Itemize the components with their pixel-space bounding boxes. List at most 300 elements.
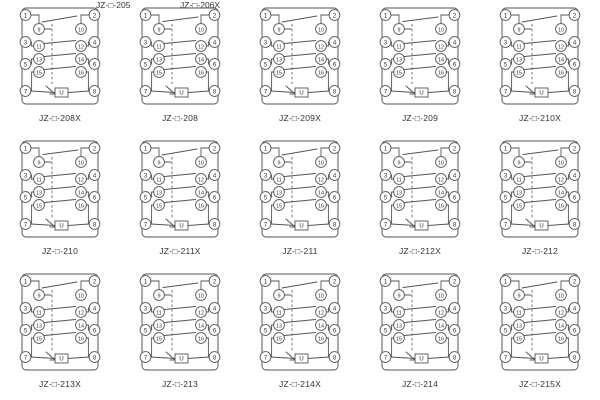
svg-text:9: 9 — [277, 160, 281, 167]
svg-text:15: 15 — [276, 203, 282, 210]
svg-text:13: 13 — [516, 57, 522, 64]
svg-text:U: U — [59, 222, 64, 230]
svg-text:11: 11 — [516, 310, 522, 317]
svg-text:4: 4 — [332, 306, 337, 313]
svg-text:3: 3 — [143, 306, 148, 313]
svg-text:1: 1 — [143, 279, 148, 286]
svg-text:2: 2 — [92, 279, 97, 286]
svg-text:13: 13 — [396, 323, 402, 330]
svg-text:3: 3 — [23, 306, 28, 313]
svg-text:12: 12 — [78, 177, 84, 184]
svg-text:3: 3 — [143, 173, 148, 180]
svg-text:16: 16 — [438, 336, 444, 343]
svg-text:4: 4 — [572, 306, 577, 313]
svg-text:11: 11 — [396, 177, 402, 184]
svg-text:11: 11 — [156, 310, 162, 317]
svg-text:8: 8 — [212, 222, 217, 229]
svg-text:9: 9 — [37, 27, 41, 34]
svg-text:1: 1 — [263, 279, 268, 286]
svg-text:11: 11 — [516, 44, 522, 51]
diagram-cell — [360, 133, 480, 266]
diagram-cell — [0, 0, 120, 133]
svg-text:3: 3 — [383, 40, 388, 47]
svg-text:5: 5 — [263, 62, 268, 69]
svg-text:16: 16 — [438, 203, 444, 210]
svg-text:13: 13 — [156, 190, 162, 197]
top-cut-label: JZ-□-205 — [96, 0, 131, 10]
svg-text:16: 16 — [558, 336, 564, 343]
svg-text:14: 14 — [78, 57, 84, 64]
svg-text:15: 15 — [156, 203, 162, 210]
diagram-caption: JZ-□-212 — [521, 246, 559, 256]
svg-text:16: 16 — [558, 70, 564, 77]
svg-text:5: 5 — [383, 62, 388, 69]
svg-text:10: 10 — [558, 293, 564, 300]
svg-text:11: 11 — [276, 44, 282, 51]
svg-text:12: 12 — [198, 310, 204, 317]
svg-text:10: 10 — [438, 27, 444, 34]
svg-text:7: 7 — [263, 222, 268, 229]
svg-text:10: 10 — [198, 160, 204, 167]
svg-text:6: 6 — [332, 195, 337, 202]
svg-text:13: 13 — [516, 190, 522, 197]
svg-text:6: 6 — [332, 62, 337, 69]
svg-text:7: 7 — [23, 222, 28, 229]
svg-text:14: 14 — [198, 57, 204, 64]
svg-text:14: 14 — [198, 190, 204, 197]
svg-text:2: 2 — [212, 279, 217, 286]
svg-text:8: 8 — [452, 89, 457, 96]
svg-text:5: 5 — [143, 62, 148, 69]
svg-text:11: 11 — [276, 177, 282, 184]
svg-text:3: 3 — [503, 173, 508, 180]
diagram-caption: JZ-□-211X — [159, 246, 201, 256]
svg-text:12: 12 — [78, 44, 84, 51]
svg-text:7: 7 — [263, 355, 268, 362]
svg-text:5: 5 — [143, 328, 148, 335]
svg-text:8: 8 — [332, 222, 337, 229]
svg-text:13: 13 — [276, 57, 282, 64]
svg-text:3: 3 — [263, 173, 268, 180]
svg-text:8: 8 — [212, 355, 217, 362]
svg-text:9: 9 — [277, 27, 281, 34]
svg-text:7: 7 — [503, 89, 508, 96]
svg-text:U: U — [539, 355, 544, 363]
diagram-cell — [120, 0, 240, 133]
svg-text:15: 15 — [36, 336, 42, 343]
svg-text:7: 7 — [383, 355, 388, 362]
svg-text:15: 15 — [396, 336, 402, 343]
svg-text:8: 8 — [332, 89, 337, 96]
relay-wiring-diagram — [12, 135, 108, 245]
diagram-cell — [0, 133, 120, 266]
svg-text:6: 6 — [332, 328, 337, 335]
svg-text:14: 14 — [438, 190, 444, 197]
svg-text:2: 2 — [212, 13, 217, 20]
svg-text:4: 4 — [452, 173, 457, 180]
svg-text:5: 5 — [23, 195, 28, 202]
svg-text:10: 10 — [438, 293, 444, 300]
svg-text:16: 16 — [78, 70, 84, 77]
svg-text:U: U — [179, 89, 184, 97]
svg-text:8: 8 — [572, 222, 577, 229]
svg-text:10: 10 — [78, 27, 84, 34]
svg-text:7: 7 — [383, 89, 388, 96]
diagram-caption: JZ-□-211 — [282, 246, 318, 256]
svg-text:2: 2 — [452, 279, 457, 286]
svg-text:14: 14 — [438, 57, 444, 64]
svg-text:13: 13 — [36, 190, 42, 197]
svg-text:2: 2 — [332, 146, 337, 153]
svg-text:9: 9 — [397, 293, 401, 300]
relay-wiring-diagram — [252, 2, 348, 112]
svg-text:8: 8 — [92, 355, 97, 362]
svg-text:12: 12 — [318, 310, 324, 317]
svg-text:U: U — [299, 222, 304, 230]
svg-text:10: 10 — [78, 293, 84, 300]
svg-text:4: 4 — [332, 40, 337, 47]
relay-wiring-diagram — [492, 2, 588, 112]
svg-text:8: 8 — [452, 222, 457, 229]
svg-text:16: 16 — [318, 203, 324, 210]
svg-text:1: 1 — [383, 279, 388, 286]
svg-text:4: 4 — [572, 40, 577, 47]
svg-text:2: 2 — [572, 146, 577, 153]
relay-wiring-diagram — [12, 2, 108, 112]
svg-text:7: 7 — [23, 355, 28, 362]
svg-text:12: 12 — [438, 177, 444, 184]
svg-text:3: 3 — [23, 40, 28, 47]
svg-text:8: 8 — [452, 355, 457, 362]
svg-text:1: 1 — [503, 13, 508, 20]
svg-text:12: 12 — [558, 44, 564, 51]
diagram-caption: JZ-□-210 — [41, 246, 79, 256]
svg-text:15: 15 — [396, 203, 402, 210]
diagram-caption: JZ-□-213X — [39, 379, 81, 389]
svg-text:1: 1 — [23, 13, 28, 20]
svg-text:6: 6 — [452, 195, 457, 202]
svg-text:9: 9 — [157, 27, 161, 34]
svg-text:4: 4 — [212, 306, 217, 313]
svg-text:7: 7 — [263, 89, 268, 96]
svg-text:2: 2 — [572, 279, 577, 286]
svg-text:12: 12 — [438, 44, 444, 51]
svg-text:6: 6 — [92, 328, 97, 335]
svg-text:7: 7 — [143, 89, 148, 96]
svg-text:1: 1 — [23, 279, 28, 286]
svg-text:6: 6 — [452, 328, 457, 335]
svg-text:13: 13 — [36, 57, 42, 64]
svg-text:4: 4 — [92, 306, 97, 313]
svg-text:13: 13 — [156, 323, 162, 330]
diagram-caption: JZ-□-213 — [161, 379, 199, 389]
svg-text:6: 6 — [572, 328, 577, 335]
svg-text:13: 13 — [276, 190, 282, 197]
svg-text:13: 13 — [36, 323, 42, 330]
svg-text:11: 11 — [36, 44, 42, 51]
svg-text:10: 10 — [558, 160, 564, 167]
svg-text:1: 1 — [503, 146, 508, 153]
svg-text:1: 1 — [383, 146, 388, 153]
svg-text:7: 7 — [383, 222, 388, 229]
svg-text:10: 10 — [318, 293, 324, 300]
relay-wiring-diagram — [132, 135, 228, 245]
svg-text:6: 6 — [572, 62, 577, 69]
svg-text:13: 13 — [396, 57, 402, 64]
diagram-caption: JZ-□-214X — [279, 379, 321, 389]
diagram-cell — [360, 266, 480, 399]
svg-text:11: 11 — [396, 44, 402, 51]
svg-text:13: 13 — [276, 323, 282, 330]
svg-text:5: 5 — [383, 328, 388, 335]
svg-text:9: 9 — [517, 293, 521, 300]
svg-text:2: 2 — [92, 13, 97, 20]
svg-text:15: 15 — [156, 336, 162, 343]
svg-text:2: 2 — [452, 13, 457, 20]
diagram-caption: JZ-□-209 — [401, 113, 439, 123]
svg-text:14: 14 — [78, 323, 84, 330]
svg-text:11: 11 — [516, 177, 522, 184]
svg-text:16: 16 — [198, 70, 204, 77]
diagram-cell — [240, 266, 360, 399]
svg-text:14: 14 — [318, 57, 324, 64]
svg-text:9: 9 — [157, 160, 161, 167]
svg-text:16: 16 — [318, 336, 324, 343]
relay-wiring-diagram — [492, 268, 588, 378]
svg-text:10: 10 — [558, 27, 564, 34]
svg-text:9: 9 — [157, 293, 161, 300]
svg-text:9: 9 — [37, 293, 41, 300]
svg-text:1: 1 — [383, 13, 388, 20]
svg-text:2: 2 — [452, 146, 457, 153]
svg-text:4: 4 — [212, 40, 217, 47]
svg-text:16: 16 — [198, 336, 204, 343]
svg-text:6: 6 — [452, 62, 457, 69]
relay-wiring-diagram — [252, 135, 348, 245]
svg-text:8: 8 — [572, 89, 577, 96]
svg-text:7: 7 — [143, 222, 148, 229]
svg-text:1: 1 — [143, 13, 148, 20]
svg-text:1: 1 — [143, 146, 148, 153]
svg-text:5: 5 — [23, 62, 28, 69]
svg-text:5: 5 — [503, 195, 508, 202]
svg-text:2: 2 — [332, 279, 337, 286]
svg-text:1: 1 — [23, 146, 28, 153]
svg-text:13: 13 — [396, 190, 402, 197]
svg-text:6: 6 — [92, 195, 97, 202]
svg-text:3: 3 — [383, 173, 388, 180]
diagram-cell — [480, 266, 600, 399]
svg-text:13: 13 — [156, 57, 162, 64]
svg-text:2: 2 — [92, 146, 97, 153]
svg-text:16: 16 — [558, 203, 564, 210]
diagram-caption: JZ-□-210X — [519, 113, 561, 123]
svg-text:9: 9 — [397, 160, 401, 167]
svg-text:7: 7 — [503, 222, 508, 229]
svg-text:6: 6 — [212, 328, 217, 335]
relay-wiring-diagram — [12, 268, 108, 378]
svg-text:4: 4 — [92, 40, 97, 47]
svg-text:U: U — [539, 89, 544, 97]
svg-text:5: 5 — [263, 195, 268, 202]
svg-text:8: 8 — [92, 89, 97, 96]
diagram-caption: JZ-□-212X — [399, 246, 441, 256]
svg-text:2: 2 — [212, 146, 217, 153]
svg-text:U: U — [59, 89, 64, 97]
diagram-cell — [120, 266, 240, 399]
svg-text:15: 15 — [516, 336, 522, 343]
svg-text:U: U — [419, 89, 424, 97]
top-cut-label: JZ-□-206X — [180, 0, 221, 10]
svg-text:7: 7 — [143, 355, 148, 362]
svg-text:U: U — [419, 355, 424, 363]
svg-text:3: 3 — [503, 40, 508, 47]
relay-wiring-diagram — [372, 2, 468, 112]
svg-text:12: 12 — [198, 44, 204, 51]
svg-text:6: 6 — [212, 62, 217, 69]
svg-text:7: 7 — [23, 89, 28, 96]
svg-text:10: 10 — [438, 160, 444, 167]
svg-text:14: 14 — [558, 57, 564, 64]
svg-text:9: 9 — [37, 160, 41, 167]
svg-text:1: 1 — [263, 13, 268, 20]
svg-text:14: 14 — [558, 190, 564, 197]
diagram-cell — [120, 133, 240, 266]
diagram-cell — [360, 0, 480, 133]
svg-text:14: 14 — [198, 323, 204, 330]
diagram-cell — [240, 0, 360, 133]
svg-text:8: 8 — [212, 89, 217, 96]
svg-text:16: 16 — [198, 203, 204, 210]
svg-text:U: U — [539, 222, 544, 230]
svg-text:U: U — [299, 89, 304, 97]
svg-text:8: 8 — [572, 355, 577, 362]
svg-text:8: 8 — [92, 222, 97, 229]
svg-text:14: 14 — [78, 190, 84, 197]
svg-text:12: 12 — [318, 177, 324, 184]
svg-text:16: 16 — [78, 203, 84, 210]
svg-text:15: 15 — [36, 70, 42, 77]
svg-text:5: 5 — [383, 195, 388, 202]
svg-text:13: 13 — [516, 323, 522, 330]
svg-text:12: 12 — [558, 177, 564, 184]
svg-text:U: U — [299, 355, 304, 363]
svg-text:5: 5 — [143, 195, 148, 202]
svg-text:5: 5 — [23, 328, 28, 335]
diagram-cell — [480, 133, 600, 266]
relay-wiring-diagram — [132, 2, 228, 112]
svg-text:11: 11 — [36, 177, 42, 184]
svg-text:14: 14 — [318, 190, 324, 197]
svg-text:15: 15 — [276, 70, 282, 77]
svg-text:4: 4 — [212, 173, 217, 180]
svg-text:4: 4 — [92, 173, 97, 180]
relay-wiring-diagram — [132, 268, 228, 378]
diagram-caption: JZ-□-208 — [161, 113, 199, 123]
svg-text:16: 16 — [438, 70, 444, 77]
svg-text:5: 5 — [503, 328, 508, 335]
svg-text:10: 10 — [318, 27, 324, 34]
diagram-cell — [0, 266, 120, 399]
svg-text:11: 11 — [156, 44, 162, 51]
svg-text:12: 12 — [318, 44, 324, 51]
diagram-caption: JZ-□-215X — [519, 379, 561, 389]
svg-text:11: 11 — [396, 310, 402, 317]
svg-text:12: 12 — [198, 177, 204, 184]
svg-text:6: 6 — [572, 195, 577, 202]
svg-text:15: 15 — [276, 336, 282, 343]
svg-text:1: 1 — [263, 146, 268, 153]
svg-text:U: U — [179, 222, 184, 230]
svg-text:3: 3 — [143, 40, 148, 47]
svg-text:16: 16 — [318, 70, 324, 77]
svg-text:9: 9 — [517, 27, 521, 34]
relay-wiring-diagram — [252, 268, 348, 378]
svg-text:10: 10 — [318, 160, 324, 167]
svg-text:6: 6 — [212, 195, 217, 202]
svg-text:5: 5 — [503, 62, 508, 69]
diagram-cell — [240, 133, 360, 266]
svg-text:3: 3 — [383, 306, 388, 313]
relay-wiring-diagram — [372, 135, 468, 245]
svg-text:15: 15 — [156, 70, 162, 77]
svg-text:U: U — [179, 355, 184, 363]
svg-text:9: 9 — [517, 160, 521, 167]
svg-text:1: 1 — [503, 279, 508, 286]
svg-text:11: 11 — [36, 310, 42, 317]
svg-text:U: U — [419, 222, 424, 230]
svg-text:15: 15 — [396, 70, 402, 77]
diagram-cell — [480, 0, 600, 133]
svg-text:4: 4 — [332, 173, 337, 180]
svg-text:15: 15 — [516, 203, 522, 210]
diagram-caption: JZ-□-208X — [39, 113, 81, 123]
svg-text:3: 3 — [503, 306, 508, 313]
svg-text:3: 3 — [263, 306, 268, 313]
svg-text:9: 9 — [397, 27, 401, 34]
svg-text:12: 12 — [78, 310, 84, 317]
svg-text:8: 8 — [332, 355, 337, 362]
diagram-caption: JZ-□-209X — [279, 113, 321, 123]
svg-text:2: 2 — [332, 13, 337, 20]
svg-text:7: 7 — [503, 355, 508, 362]
svg-text:15: 15 — [516, 70, 522, 77]
svg-text:10: 10 — [198, 293, 204, 300]
svg-text:4: 4 — [572, 173, 577, 180]
svg-text:14: 14 — [318, 323, 324, 330]
svg-text:4: 4 — [452, 40, 457, 47]
svg-text:10: 10 — [78, 160, 84, 167]
svg-text:6: 6 — [92, 62, 97, 69]
svg-text:3: 3 — [23, 173, 28, 180]
relay-wiring-diagram — [492, 135, 588, 245]
svg-text:2: 2 — [572, 13, 577, 20]
svg-text:11: 11 — [156, 177, 162, 184]
svg-text:4: 4 — [452, 306, 457, 313]
svg-text:10: 10 — [198, 27, 204, 34]
svg-text:12: 12 — [438, 310, 444, 317]
relay-wiring-diagram — [372, 268, 468, 378]
svg-text:15: 15 — [36, 203, 42, 210]
svg-text:14: 14 — [438, 323, 444, 330]
svg-text:9: 9 — [277, 293, 281, 300]
svg-text:5: 5 — [263, 328, 268, 335]
svg-text:14: 14 — [558, 323, 564, 330]
svg-text:U: U — [59, 355, 64, 363]
svg-text:3: 3 — [263, 40, 268, 47]
svg-text:11: 11 — [276, 310, 282, 317]
svg-text:12: 12 — [558, 310, 564, 317]
